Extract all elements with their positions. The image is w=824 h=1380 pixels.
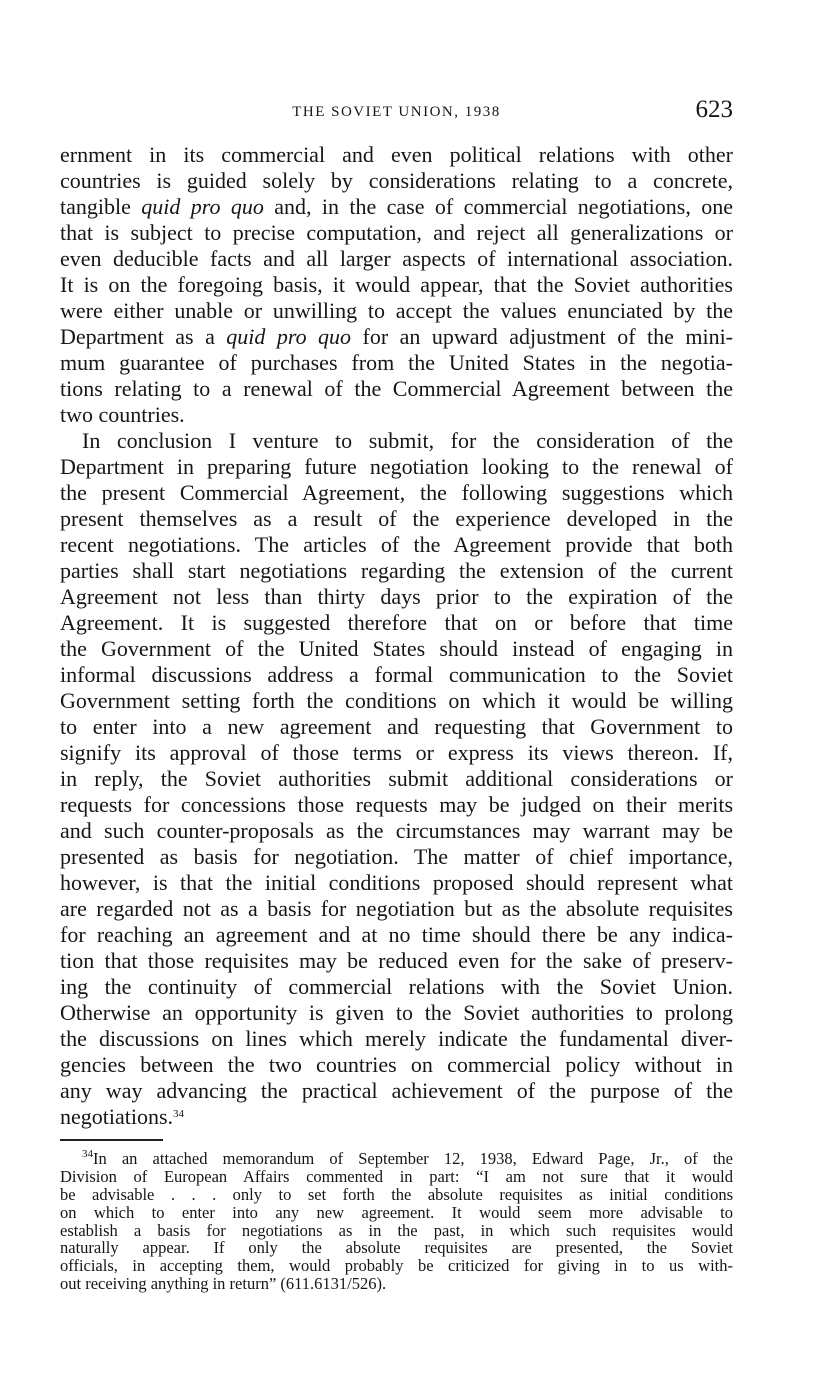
text-line	[60, 662, 733, 688]
text-line	[60, 454, 733, 480]
footnote-line	[60, 1275, 733, 1293]
text-line	[60, 376, 733, 402]
text-line	[60, 194, 733, 220]
text-segment: and, in the case of commercial negotiations, one	[263, 194, 733, 219]
italic-text: quid pro quo	[226, 324, 352, 349]
text-segment: that is subject to precise computation, and reject all generalizations or	[60, 220, 733, 245]
text-segment: tangible	[60, 194, 142, 219]
text-segment: mum guarantee of purchases from the United States in the negotia-	[60, 350, 733, 375]
footnotes	[60, 1150, 733, 1293]
text-segment: were either unable or unwilling to accept the values enunciated by the	[60, 298, 733, 323]
page-number: 623	[695, 96, 733, 123]
text-segment: however, is that the initial conditions proposed should represent what	[60, 870, 733, 895]
text-segment: signify its approval of those terms or express its views thereon. If,	[60, 740, 733, 765]
text-line	[60, 844, 733, 870]
text-line	[60, 974, 733, 1000]
footnote-line	[60, 1222, 733, 1240]
text-line	[60, 506, 733, 532]
text-segment: even deducible facts and all larger aspects of international association.	[60, 246, 733, 271]
paragraph	[60, 142, 733, 428]
text-segment: any way advancing the practical achievement of the purpose of the	[60, 1078, 733, 1103]
text-line	[60, 584, 733, 610]
text-segment: countries is guided solely by considerations relating to a concrete,	[60, 168, 733, 193]
footnote-text: officials, in accepting them, would probably be criticized for giving in to us with-	[60, 1256, 733, 1276]
footnote-marker: 34	[82, 1148, 93, 1160]
footnote-line	[60, 1204, 733, 1222]
footnote-line	[60, 1168, 733, 1186]
text-segment: In conclusion I venture to submit, for the consideration of the	[82, 428, 733, 453]
text-segment: Agreement not less than thirty days prior to the expiration of the	[60, 584, 733, 609]
text-segment: for an upward adjustment of the mini-	[351, 324, 734, 349]
text-segment: in reply, the Soviet authorities submit additional considerations or	[60, 766, 733, 791]
footnote-text: on which to enter into any new agreement. It would seem more advisable to	[60, 1202, 733, 1222]
text-line	[60, 246, 733, 272]
page-header	[60, 96, 733, 130]
footnote-line	[60, 1186, 733, 1204]
text-segment: Department as a	[60, 324, 227, 349]
text-line	[60, 428, 733, 454]
text-segment: are regarded not as a basis for negotiation but as the absolute requisites	[60, 896, 733, 921]
text-segment: ernment in its commercial and even political relations with other	[60, 142, 733, 167]
text-line	[60, 688, 733, 714]
text-line	[60, 948, 733, 974]
footnote-text: naturally appear. If only the absolute requisites are presented, the Soviet	[60, 1238, 733, 1258]
text-line	[60, 740, 733, 766]
text-segment: Department in preparing future negotiation looking to the renewal of	[60, 454, 733, 479]
text-segment: two countries.	[60, 402, 185, 427]
text-line	[60, 818, 733, 844]
text-line	[60, 1026, 733, 1052]
paragraph	[60, 428, 733, 1130]
text-line	[60, 142, 733, 168]
text-line	[60, 1000, 733, 1026]
footnote-text: In an attached memorandum of September 12, 1938, Edward Page, Jr., of the	[93, 1149, 733, 1168]
text-line	[60, 558, 733, 584]
footnote-reference: 34	[173, 1108, 185, 1120]
text-line	[60, 766, 733, 792]
text-segment: present themselves as a result of the experience developed in the	[60, 506, 733, 531]
text-segment: tion that those requisites may be reduced even for the sake of preserv-	[60, 948, 733, 973]
italic-text: quid pro quo	[141, 194, 264, 219]
text-line	[60, 480, 733, 506]
text-segment: Otherwise an opportunity is given to the Soviet authorities to prolong	[60, 1000, 733, 1025]
text-segment: negotiations.	[60, 1104, 174, 1129]
running-title: THE SOVIET UNION, 1938	[292, 104, 501, 120]
footnote-text: out receiving anything in return” (611.6131/526).	[60, 1274, 387, 1294]
text-segment: ing the continuity of commercial relations with the Soviet Union.	[60, 974, 733, 999]
text-line	[60, 1078, 733, 1104]
text-line	[60, 298, 733, 324]
text-line	[60, 636, 733, 662]
text-line	[60, 870, 733, 896]
text-segment: to enter into a new agreement and requesting that Government to	[60, 714, 733, 739]
footnote-line	[60, 1239, 733, 1257]
footnote-text: be advisable . . . only to set forth the absolute requisites as initial conditions	[60, 1184, 733, 1204]
text-segment: tions relating to a renewal of the Commercial Agreement between the	[60, 376, 733, 401]
text-segment: Agreement. It is suggested therefore that on or before that time	[60, 610, 733, 635]
text-line	[60, 792, 733, 818]
text-line	[60, 272, 733, 298]
text-segment: for reaching an agreement and at no time should there be any indica-	[60, 922, 733, 947]
text-segment: gencies between the two countries on commercial policy without in	[60, 1052, 733, 1077]
text-line	[60, 350, 733, 376]
footnote-divider	[60, 1139, 163, 1141]
text-segment: requests for concessions those requests may be judged on their merits	[60, 792, 733, 817]
body-text	[60, 142, 733, 1130]
text-line	[60, 922, 733, 948]
text-line	[60, 896, 733, 922]
text-segment: presented as basis for negotiation. The matter of chief importance,	[60, 844, 733, 869]
text-segment: the discussions on lines which merely indicate the fundamental diver-	[60, 1026, 733, 1051]
text-line	[60, 1052, 733, 1078]
text-line	[60, 532, 733, 558]
text-segment: Government setting forth the conditions on which it would be willing	[60, 688, 733, 713]
footnote-line	[60, 1257, 733, 1275]
footnote-text: establish a basis for negotiations as in the past, in which such requisites would	[60, 1220, 733, 1240]
text-segment: recent negotiations. The articles of the Agreement provide that both	[60, 532, 733, 557]
footnote-text: Division of European Affairs commented in part: “I am not sure that it would	[60, 1166, 733, 1186]
text-line	[60, 168, 733, 194]
text-segment: and such counter-proposals as the circumstances may warrant may be	[60, 818, 733, 843]
text-segment: the present Commercial Agreement, the following suggestions which	[60, 480, 733, 505]
text-segment: informal discussions address a formal communication to the Soviet	[60, 662, 733, 687]
text-line	[60, 324, 733, 350]
text-segment: the Government of the United States should instead of engaging in	[60, 636, 733, 661]
text-line	[60, 402, 733, 428]
text-segment: It is on the foregoing basis, it would appear, that the Soviet authorities	[60, 272, 733, 297]
text-line	[60, 714, 733, 740]
text-line	[60, 220, 733, 246]
text-segment: parties shall start negotiations regarding the extension of the current	[60, 558, 733, 583]
text-line	[60, 1104, 733, 1130]
footnote-line	[60, 1150, 733, 1168]
text-line	[60, 610, 733, 636]
